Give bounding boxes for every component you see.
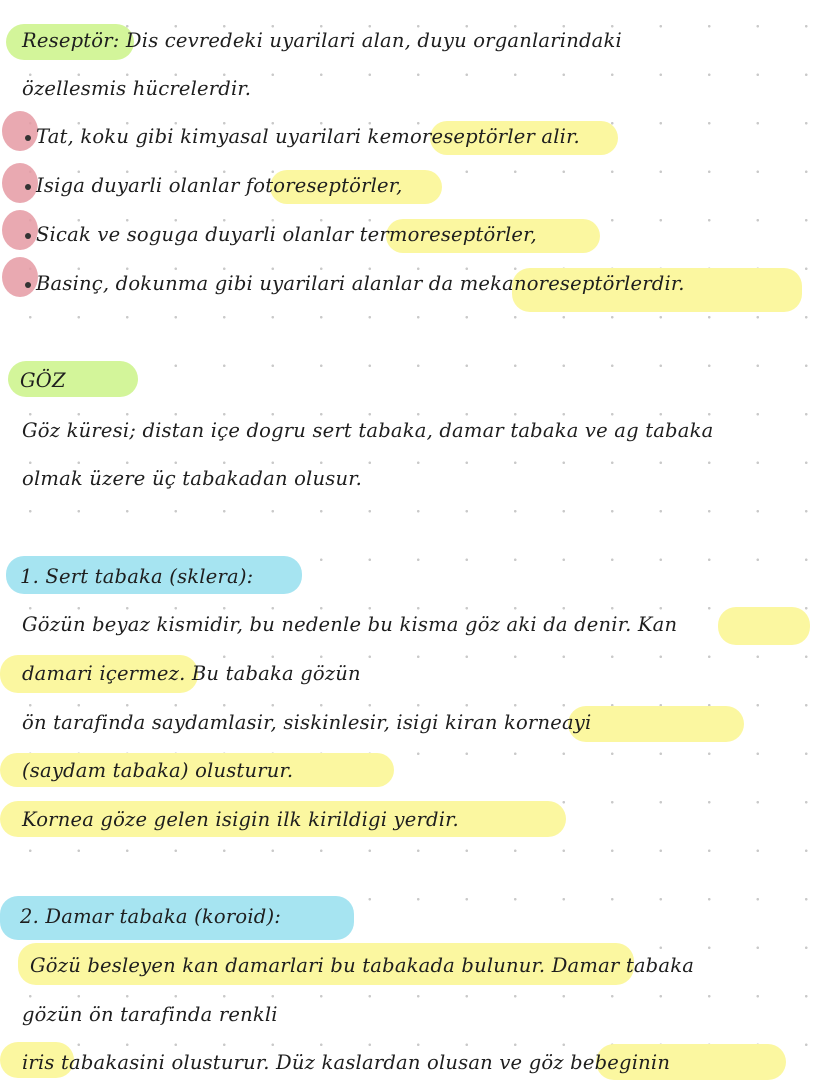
sclera-line-4: (saydam tabaka) olusturur.	[22, 759, 294, 782]
bullet-dot-3	[25, 233, 31, 239]
choroid-line-2: gözün ön tarafinda renkli	[22, 1003, 278, 1026]
bullet-marker-1	[2, 111, 38, 151]
sclera-line-5: Kornea göze gelen isigin ilk kirildigi yerdir.	[22, 808, 459, 831]
receptor-bullet-4: Basinç, dokunma gibi uyarilari alanlar da mekanoreseptörlerdir.	[36, 272, 685, 295]
choroid-line-1: Gözü besleyen kan damarlari bu tabakada bulunur. Damar tabaka	[30, 954, 695, 977]
eye-heading: GÖZ	[20, 369, 66, 392]
sclera-line-3: ön tarafinda saydamlasir, siskinlesir, isigi kiran korneayi	[22, 711, 592, 734]
eye-intro-line-2: olmak üzere üç tabakadan olusur.	[22, 467, 362, 490]
sclera-heading: 1. Sert tabaka (sklera):	[20, 565, 254, 588]
receptor-bullet-1: Tat, koku gibi kimyasal uyarilari kemoreseptörler alir.	[36, 125, 580, 148]
bullet-dot-2	[25, 184, 31, 190]
kan-highlight	[718, 607, 810, 645]
eye-intro-line-1: Göz küresi; distan içe dogru sert tabaka, damar tabaka ve ag tabaka	[22, 419, 714, 442]
bullet-marker-4	[2, 257, 38, 297]
choroid-line-3: iris tabakasini olusturur. Düz kaslardan olusan ve göz bebeginin	[22, 1051, 671, 1074]
sclera-line-2: damari içermez. Bu tabaka gözün	[22, 662, 361, 685]
receptor-definition-line-1: Reseptör: Dis cevredeki uyarilari alan, duyu organlarindaki	[22, 29, 622, 52]
korneayi-highlight	[568, 706, 744, 742]
sclera-line-1: Gözün beyaz kismidir, bu nedenle bu kisma göz aki da denir. Kan	[22, 613, 678, 636]
receptor-bullet-2: Isiga duyarli olanlar fotoreseptörler,	[36, 174, 403, 197]
receptor-definition-line-2: özellesmis hücrelerdir.	[22, 77, 252, 100]
choroid-heading: 2. Damar tabaka (koroid):	[20, 905, 282, 928]
receptor-bullet-3: Sicak ve soguga duyarli olanlar termoreseptörler,	[36, 223, 537, 246]
bullet-marker-2	[2, 163, 38, 203]
bullet-dot-1	[25, 135, 31, 141]
bullet-dot-4	[25, 282, 31, 288]
bullet-marker-3	[2, 210, 38, 250]
